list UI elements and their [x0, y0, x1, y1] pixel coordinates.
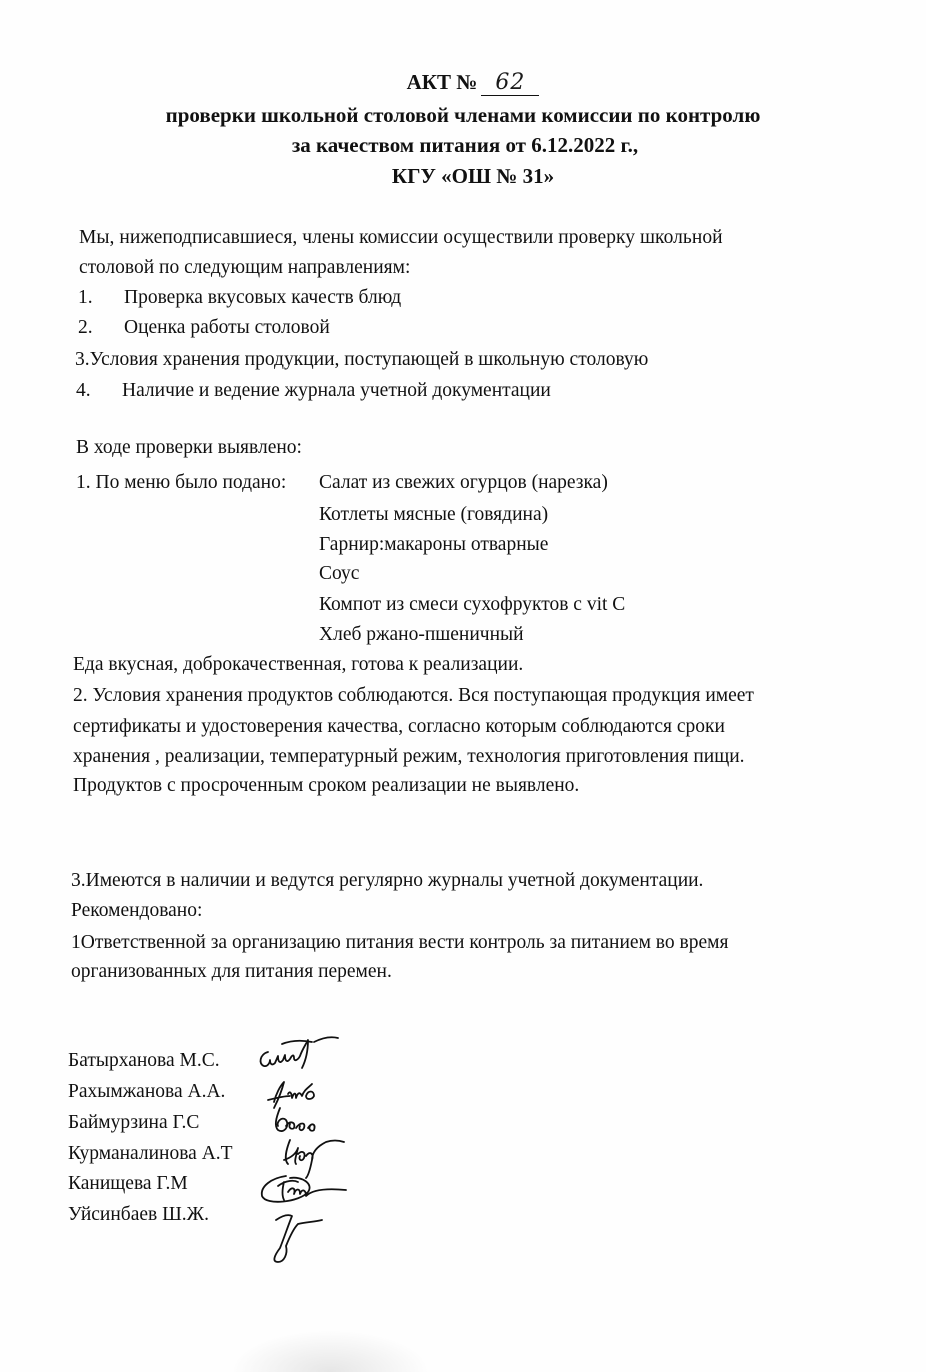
direction-number: 1.: [78, 287, 93, 308]
signatory-name: Уйсинбаев Ш.Ж.: [68, 1204, 210, 1225]
storage-line: 2. Условия хранения продуктов соблюдаются. Вся поступающая продукция имеет: [73, 685, 754, 706]
direction-item: [76, 381, 551, 401]
act-subtitle-line2: за качеством питания от 6.12.2022 г.,: [291, 133, 639, 157]
signature-5: [262, 1176, 346, 1202]
signatory-name: Курманалинова А.Т: [68, 1143, 233, 1164]
signatory-name: Рахымжанова А.А.: [68, 1081, 226, 1102]
direction-item: [75, 350, 648, 370]
intro-line1: Мы, нижеподписавшиеся, члены комиссии осуществили проверку школьной: [79, 227, 723, 248]
signature-2: [268, 1082, 314, 1108]
menu-item: Хлеб ржано-пшеничный: [319, 624, 524, 645]
signature-4: [284, 1140, 344, 1178]
signatory-name: Баймурзина Г.С: [68, 1112, 200, 1133]
findings-heading: В ходе проверки выявлено:: [76, 437, 302, 458]
menu-label: 1. По меню было подано:: [76, 472, 287, 493]
act-label: АКТ №: [406, 70, 478, 94]
direction-text: Проверка вкусовых качеств блюд: [124, 287, 402, 308]
act-number-handwritten: 62: [481, 70, 539, 96]
recommendation-line: 1Ответственной за организацию питания вести контроль за питанием во время: [71, 932, 729, 953]
menu-item: Салат из свежих огурцов (нарезка): [319, 472, 608, 493]
act-subtitle-line1: проверки школьной столовой членами комиссии по контролю: [165, 103, 761, 127]
storage-line: Продуктов с просроченным сроком реализации не выявлено.: [73, 775, 580, 796]
direction-number: 3.: [75, 349, 90, 370]
storage-line: хранения , реализации, температурный режим, технология приготовления пищи.: [73, 746, 745, 767]
direction-text: Оценка работы столовой: [124, 317, 330, 338]
menu-item: Котлеты мясные (говядина): [319, 504, 549, 525]
menu-item: Компот из смеси сухофруктов с vit C: [319, 594, 626, 615]
direction-item: [78, 288, 401, 308]
signatory-name: Канищева Г.М: [68, 1173, 188, 1194]
direction-number: 4.: [76, 380, 91, 401]
direction-number: 2.: [78, 317, 93, 338]
scan-noise: [230, 1330, 430, 1372]
signature-1: [261, 1037, 338, 1068]
menu-item: Гарнир:макароны отварные: [319, 534, 549, 555]
journals-note: 3.Имеются в наличии и ведутся регулярно журналы учетной документации.: [71, 870, 704, 891]
recommendations-heading: Рекомендовано:: [71, 900, 203, 921]
recommendation-line: организованных для питания перемен.: [71, 961, 392, 982]
intro-line2: столовой по следующим направлениям:: [79, 257, 411, 278]
direction-text: Условия хранения продукции, поступающей в школьную столовую: [89, 349, 649, 370]
storage-line: сертификаты и удостоверения качества, согласно которым соблюдаются сроки: [73, 716, 725, 737]
direction-item: [78, 318, 330, 338]
direction-text: Наличие и ведение журнала учетной документации: [122, 380, 551, 401]
organization-name: КГУ «ОШ № 31»: [391, 164, 555, 188]
menu-item: Соус: [319, 563, 360, 584]
signature-3: [276, 1108, 315, 1131]
act-title: [10, 70, 926, 96]
signatory-name: Батырханова М.С.: [68, 1050, 220, 1071]
food-quality-note: Еда вкусная, доброкачественная, готова к реализации.: [73, 654, 524, 675]
signature-6: [274, 1215, 322, 1262]
